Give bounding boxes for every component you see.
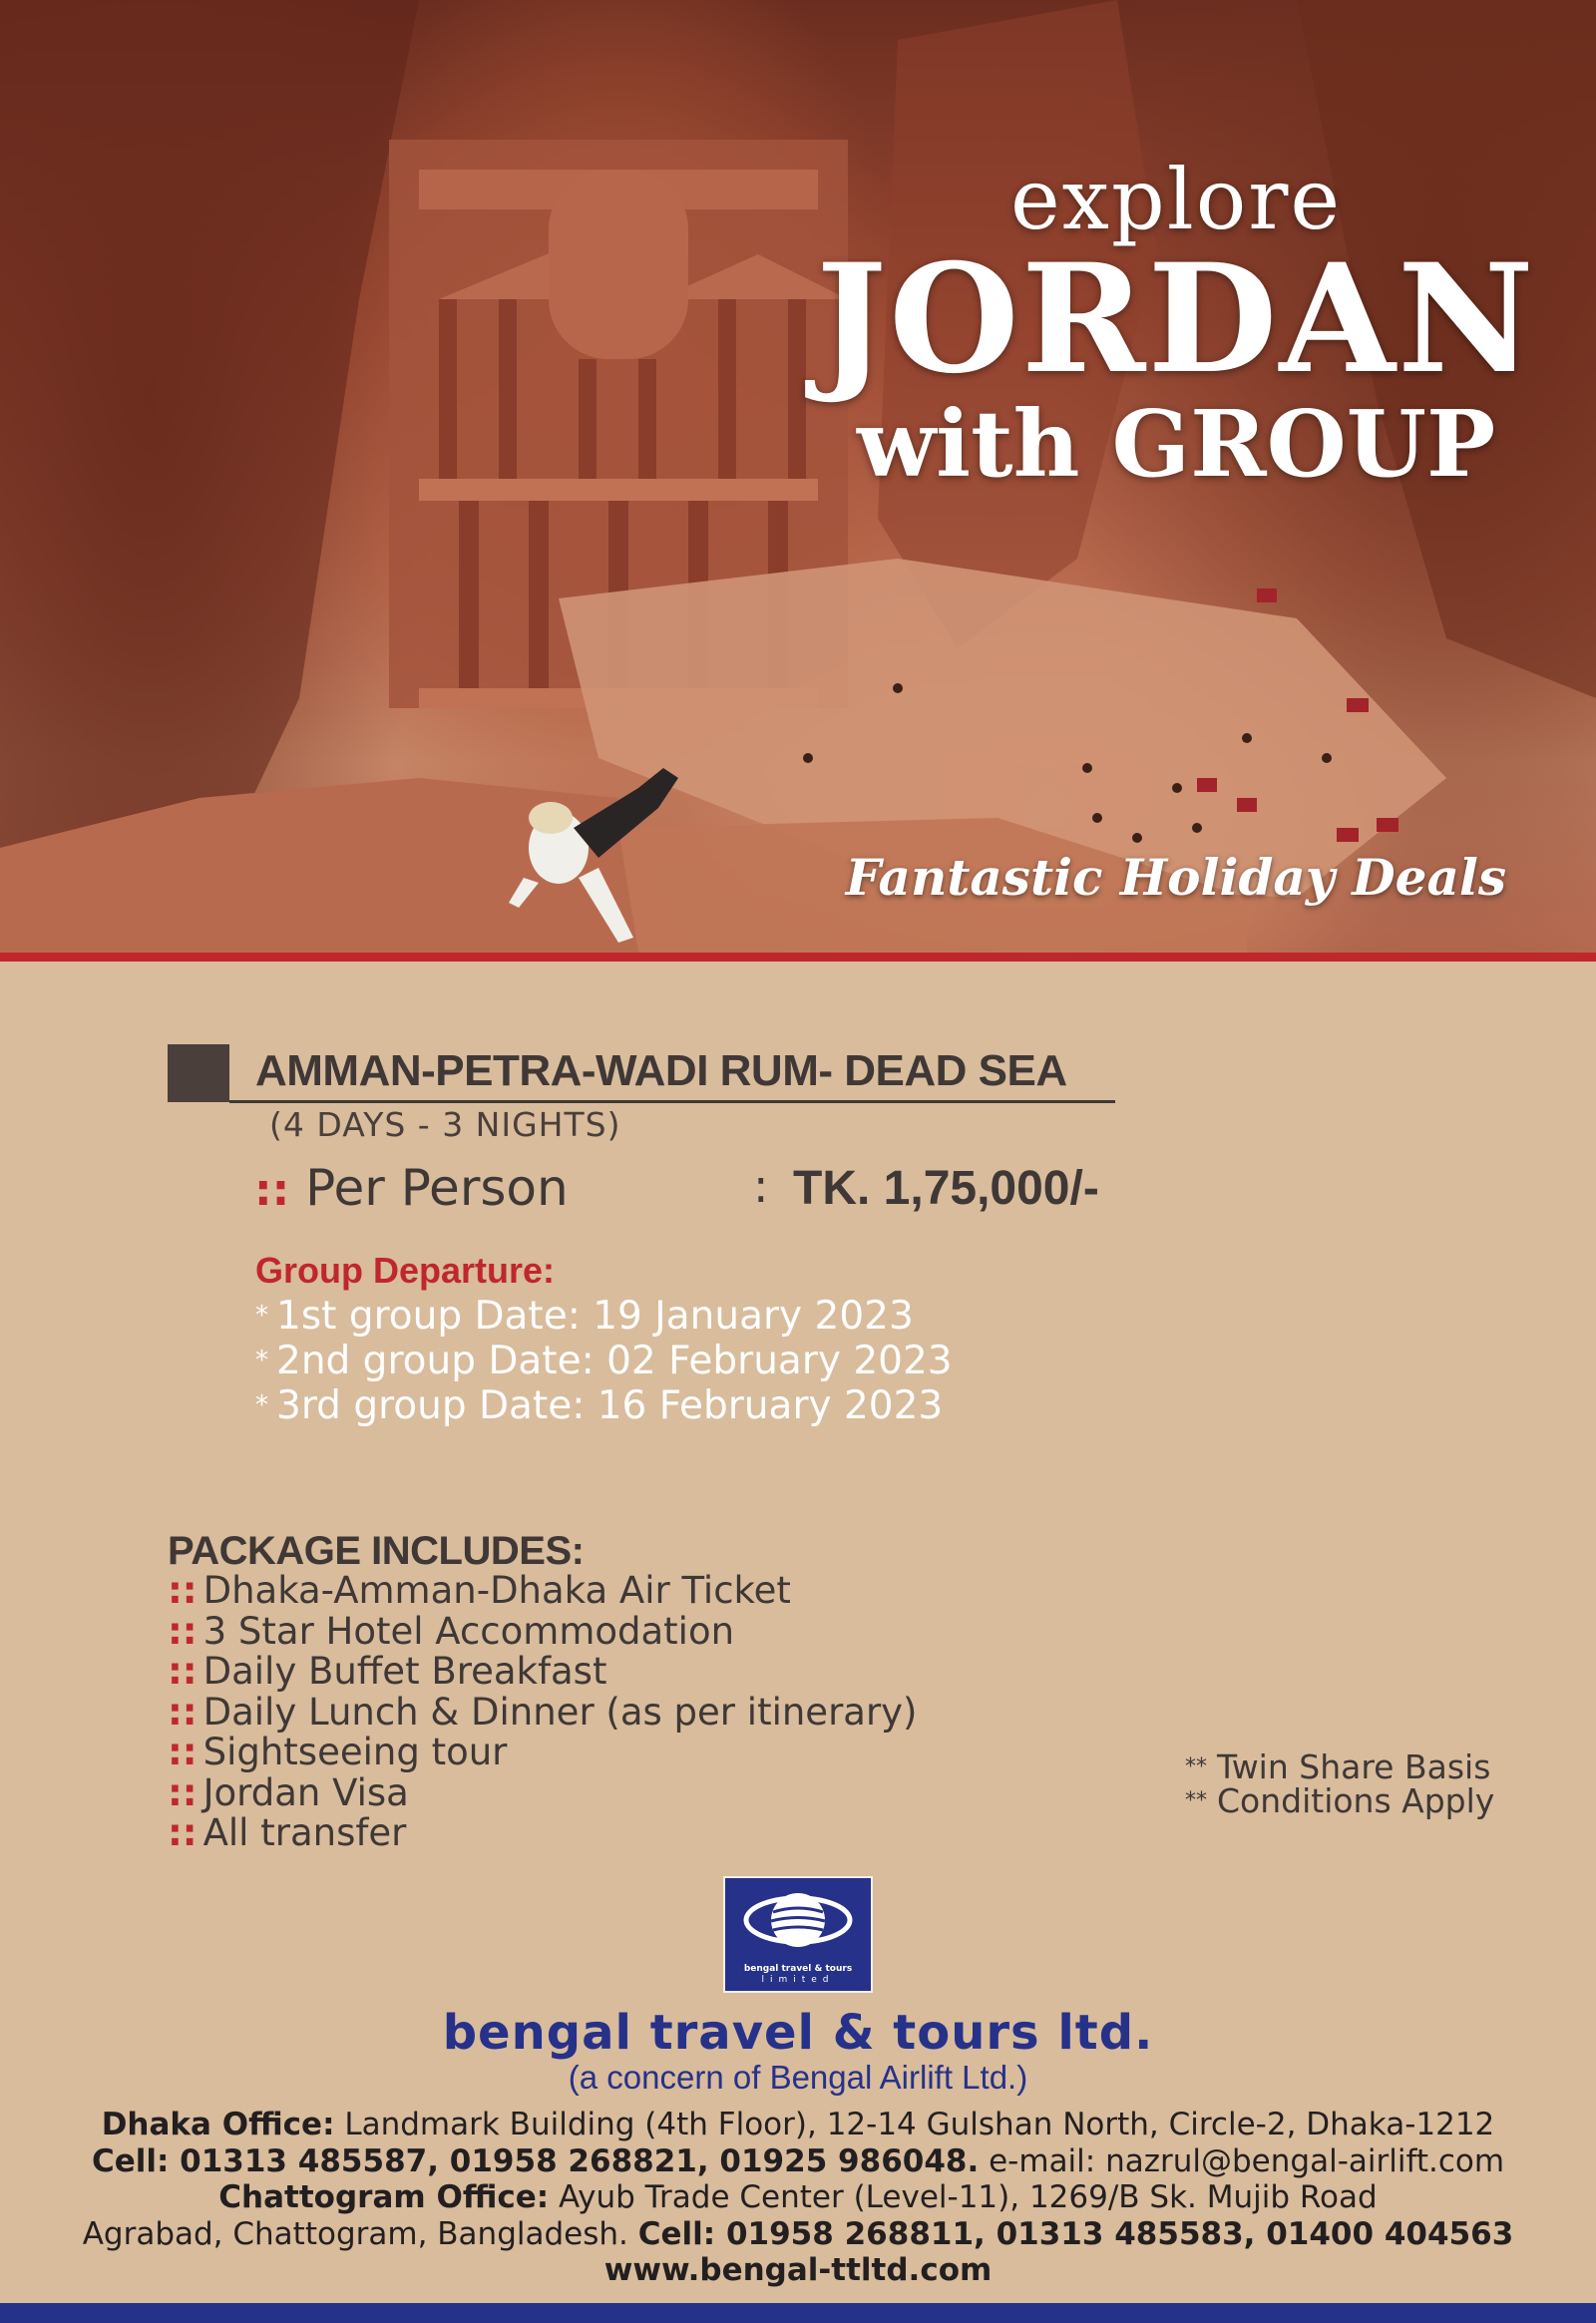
ctg-office-line: Chattogram Office: Ayub Trade Center (Level-11), 1269/B Sk. Mujib Road bbox=[218, 2179, 1378, 2215]
dhaka-office-line: Dhaka Office: Landmark Building (4th Floor), 12-14 Gulshan North, Circle-2, Dhaka-1212 bbox=[101, 2107, 1495, 2142]
hero-headline bbox=[816, 151, 1536, 498]
package-heading: PACKAGE INCLUDES: bbox=[168, 1529, 585, 1573]
ctg-contact-line: Agrabad, Chattogram, Bangladesh. Cell: 01958 268811, 01313 485583, 01400 404563 bbox=[82, 2215, 1514, 2252]
package-item: :: Daily Buffet Breakfast bbox=[168, 1650, 607, 1693]
website-link[interactable]: www.bengal-ttltd.com bbox=[603, 2252, 993, 2288]
dhaka-contact-line: Cell: 01313 485587, 01958 268821, 01925 986048. e-mail: nazrul@bengal-airlift.com bbox=[91, 2142, 1505, 2179]
departure-item: * 2nd group Date: 02 February 2023 bbox=[255, 1339, 953, 1383]
email-link[interactable]: e-mail: nazrul@bengal-airlift.com bbox=[989, 2142, 1505, 2179]
package-item: :: Daily Lunch & Dinner (as per itinerary) bbox=[168, 1690, 918, 1734]
title-underline bbox=[229, 1100, 1115, 1103]
bottom-bar bbox=[0, 2303, 1596, 2323]
package-item: :: Jordan Visa bbox=[168, 1770, 409, 1814]
headline-explore: explore bbox=[1009, 151, 1343, 248]
hero-image bbox=[0, 0, 1596, 953]
departure-item: * 3rd group Date: 16 February 2023 bbox=[255, 1383, 944, 1428]
hero-tagline: Fantastic Holiday Deals bbox=[845, 848, 1506, 907]
price-label-text: Per Person bbox=[305, 1159, 569, 1217]
departure-item: * 1st group Date: 19 January 2023 bbox=[255, 1294, 914, 1339]
price-row bbox=[254, 1159, 1152, 1219]
package-item: :: All transfer bbox=[168, 1811, 407, 1854]
departure-heading: Group Departure: bbox=[255, 1250, 556, 1291]
contact-block bbox=[0, 2107, 1596, 2289]
price-value: TK. 1,75,000/- bbox=[793, 1162, 1099, 1215]
logo-caption: bengal travel & tours limited bbox=[743, 1964, 853, 1985]
headline-with-group: with GROUP bbox=[856, 390, 1496, 498]
company-logo bbox=[723, 1876, 873, 1993]
title-marker bbox=[168, 1044, 229, 1102]
departure-list bbox=[255, 1294, 953, 1428]
package-item: :: Sightseeing tour bbox=[168, 1731, 508, 1773]
tour-title: AMMAN-PETRA-WADI RUM- DEAD SEA bbox=[255, 1046, 1067, 1095]
note-item: ** Conditions Apply bbox=[1185, 1781, 1495, 1820]
company-name: bengal travel & tours ltd. bbox=[442, 2005, 1154, 2061]
divider-line bbox=[0, 953, 1596, 962]
price-colon: : bbox=[753, 1159, 769, 1213]
package-item: :: Dhaka-Amman-Dhaka Air Ticket bbox=[168, 1569, 791, 1612]
price-label bbox=[254, 1159, 569, 1217]
package-list bbox=[168, 1571, 918, 1854]
tour-duration: (4 DAYS - 3 NIGHTS) bbox=[269, 1105, 621, 1144]
package-notes bbox=[1185, 1747, 1495, 1820]
package-item: :: 3 Star Hotel Accommodation bbox=[168, 1609, 735, 1653]
company-concern: (a concern of Bengal Airlift Ltd.) bbox=[568, 2059, 1028, 2096]
note-item: ** Twin Share Basis bbox=[1185, 1747, 1491, 1786]
price-bullet: :: bbox=[254, 1165, 290, 1216]
headline-jordan: JORDAN bbox=[816, 231, 1536, 407]
